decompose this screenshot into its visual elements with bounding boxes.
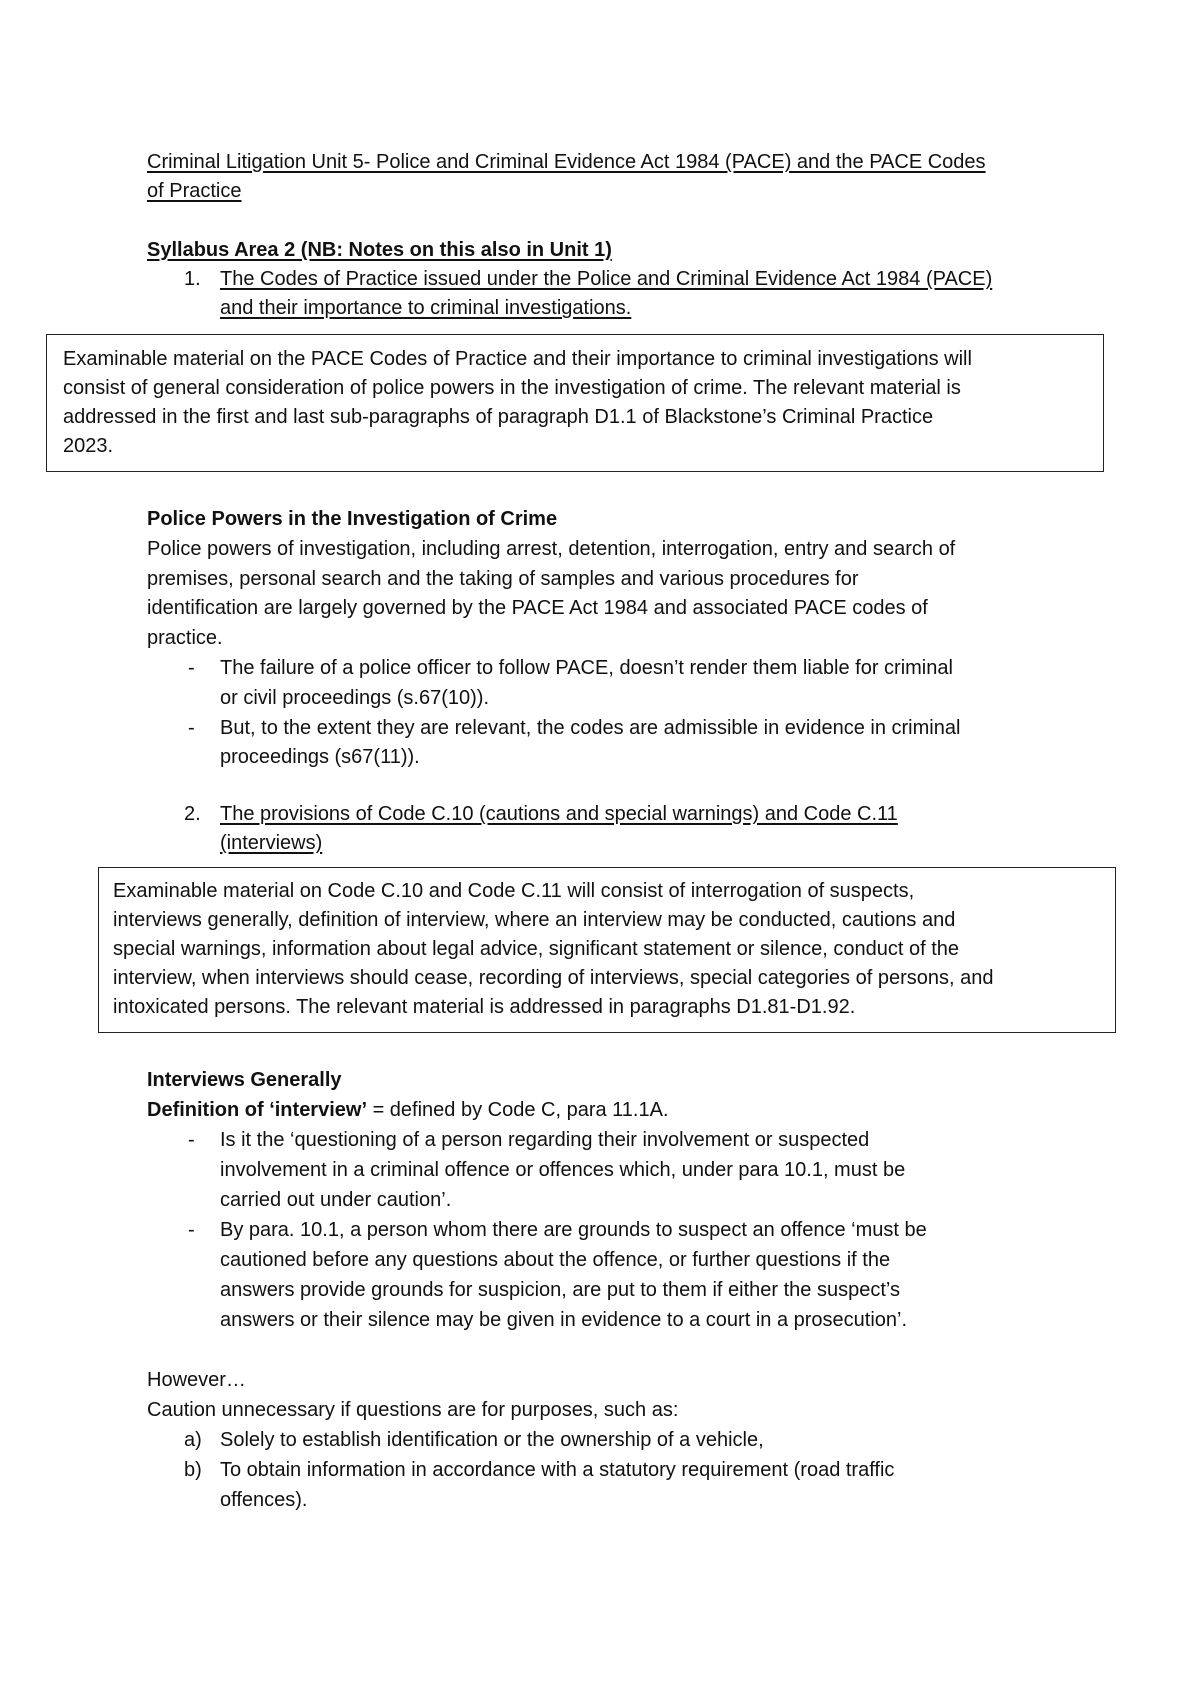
examinable-material-box-2 — [98, 867, 1116, 1033]
definition-term: Definition of ‘interview’ — [147, 1099, 368, 1121]
item-1-line-2: and their importance to criminal investigations. — [220, 297, 632, 319]
box-2-line: interview, when interviews should cease, recording of interviews, special categories of persons, and — [113, 967, 994, 989]
syllabus-heading: Syllabus Area 2 (NB: Notes on this also in Unit 1) — [147, 239, 612, 261]
lettered-line: offences). — [220, 1489, 308, 1511]
interviews-heading: Interviews Generally — [147, 1069, 342, 1091]
police-powers-para-line: identification are largely governed by the PACE Act 1984 and associated PACE codes of — [147, 597, 928, 619]
police-powers-heading: Police Powers in the Investigation of Crime — [147, 508, 558, 530]
letter-marker: a) — [184, 1429, 202, 1451]
item-1-line-1: The Codes of Practice issued under the Police and Criminal Evidence Act 1984 (PACE) — [220, 268, 993, 290]
bullet-dash: - — [188, 717, 195, 739]
bullet-line: answers provide grounds for suspicion, are put to them if either the suspect’s — [220, 1279, 900, 1301]
police-powers-para-line: practice. — [147, 627, 223, 649]
bullet-dash: - — [188, 1219, 195, 1241]
letter-marker: b) — [184, 1459, 202, 1481]
bullet-dash: - — [188, 1129, 195, 1151]
box-2-line: interviews generally, definition of interview, where an interview may be conducted, cautions and — [113, 909, 956, 931]
item-2-line-2: (interviews) — [220, 832, 323, 854]
examinable-material-box-1 — [46, 334, 1104, 472]
however-text: However… — [147, 1369, 246, 1391]
bullet-line: or civil proceedings (s.67(10)). — [220, 687, 489, 709]
document-title-line-1: Criminal Litigation Unit 5- Police and Criminal Evidence Act 1984 (PACE) and the PACE Codes — [147, 151, 986, 173]
bullet-line: proceedings (s67(11)). — [220, 746, 420, 768]
lettered-line: Solely to establish identification or the ownership of a vehicle, — [220, 1429, 764, 1451]
bullet-line: answers or their silence may be given in evidence to a court in a prosecution’. — [220, 1309, 908, 1331]
box-1-line: addressed in the first and last sub-paragraphs of paragraph D1.1 of Blackstone’s Criminal Practice — [63, 406, 934, 428]
police-powers-para-line: premises, personal search and the taking of samples and various procedures for — [147, 568, 859, 590]
interview-definition — [147, 1096, 669, 1126]
box-1-line: 2023. — [63, 435, 114, 457]
bullet-line: Is it the ‘questioning of a person regarding their involvement or suspected — [220, 1129, 870, 1151]
box-2-line: special warnings, information about legal advice, significant statement or silence, conduct of the — [113, 938, 960, 960]
bullet-line: involvement in a criminal offence or offences which, under para 10.1, must be — [220, 1159, 906, 1181]
bullet-line: By para. 10.1, a person whom there are grounds to suspect an offence ‘must be — [220, 1219, 927, 1241]
bullet-dash: - — [188, 657, 195, 679]
definition-text: = defined by Code C, para 11.1A. — [367, 1099, 669, 1121]
bullet-line: cautioned before any questions about the offence, or further questions if the — [220, 1249, 891, 1271]
bullet-line: But, to the extent they are relevant, the codes are admissible in evidence in criminal — [220, 717, 961, 739]
police-powers-para-line: Police powers of investigation, including arrest, detention, interrogation, entry and search of — [147, 538, 956, 560]
box-2-line: intoxicated persons. The relevant material is addressed in paragraphs D1.81-D1.92. — [113, 996, 856, 1018]
item-2-line-1: The provisions of Code C.10 (cautions and special warnings) and Code C.11 — [220, 803, 898, 825]
lettered-line: To obtain information in accordance with a statutory requirement (road traffic — [220, 1459, 895, 1481]
document-title-line-2: of Practice — [147, 180, 242, 202]
bullet-line: carried out under caution’. — [220, 1189, 452, 1211]
box-1-line: Examinable material on the PACE Codes of Practice and their importance to criminal investigations will — [63, 348, 972, 370]
bullet-line: The failure of a police officer to follow PACE, doesn’t render them liable for criminal — [220, 657, 953, 679]
item-number: 2. — [184, 803, 201, 825]
box-2-line: Examinable material on Code C.10 and Code C.11 will consist of interrogation of suspects, — [113, 880, 915, 902]
box-1-line: consist of general consideration of police powers in the investigation of crime. The relevant material is — [63, 377, 961, 399]
caution-intro: Caution unnecessary if questions are for purposes, such as: — [147, 1399, 679, 1421]
item-number: 1. — [184, 268, 201, 290]
